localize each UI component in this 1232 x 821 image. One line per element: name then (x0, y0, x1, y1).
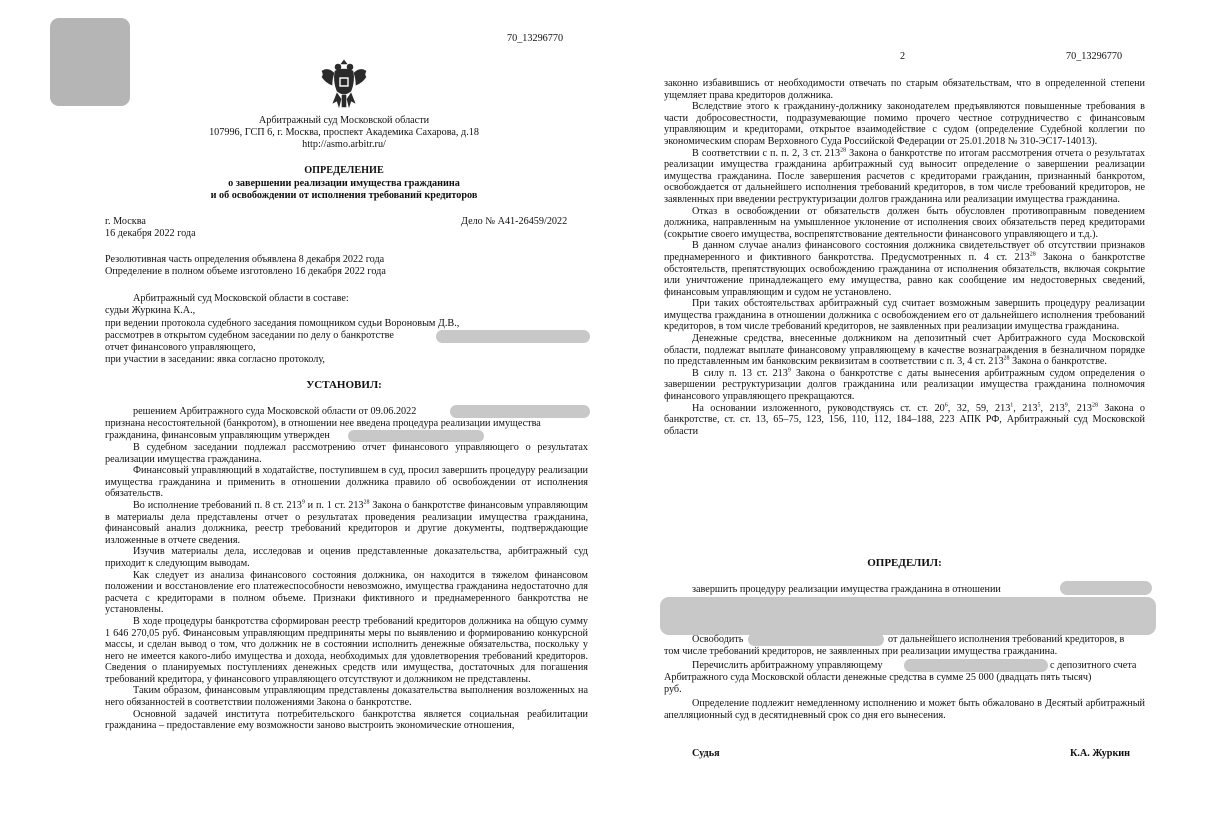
composition-line-6: при участии в заседании: явка согласно протоколу, (105, 354, 325, 365)
redacted-manager-name (348, 430, 484, 442)
paragraph-6: Как следует из анализа финансового состояния должника, он находится в тяжелом финансовом положении и восстановление его платежеспособности невозможно, имущества гражданина недостаточно для расчета с кредиторами в полном объеме. Признаки фиктивного и преднамеренного банкротства не установлены. (105, 569, 588, 616)
case-code: 70_13296770 (507, 33, 564, 44)
paragraph-7: В ходе процедуры банкротства сформирован реестр требований кредиторов должника на общую сумму 1 646 270,05 руб. Финансовым управляющим предприняты меры по выявлению и формированию конкурсной массы, и сделан вывод о том, что должник не в состоянии исполнить денежные обязательства, поскольку у него не имеется какого-либо имущества и дохода, необходимых для удовлетворения требований кредиторов. Сведения о планируемых поступлениях денежных средств или имущества, достаточных для погашения требований кредитора, у финансового управляющего отсутствуют и должником не представлены. (105, 615, 588, 685)
redacted-debtor-details (660, 597, 1156, 635)
paragraph-3: В соответствии с п. п. 2, 3 ст. $213^{28}$ Закона о банкротстве по итогам рассмотрения отчета о результатах реализации имущества гражданина арбитражный суд выносит определение о завершении реализации имущества гражданина. После завершения расчетов с кредиторами гражданин, признанный банкротом, освобождается от дальнейшего исполнения требований кредиторов, в том числе требований кредиторов, не заявленных при введении реструктуризации долгов гражданина или реализации имущества гражданина. (664, 147, 1145, 205)
redacted-debtor-name (748, 633, 884, 646)
decision-3-start: Перечислить арбитражному управляющему (692, 660, 883, 671)
decision-2-line-2: том числе требований кредиторов, не заявленных при реализации имущества гражданина. (664, 646, 1058, 657)
redacted-debtor-name (436, 330, 590, 343)
decision-4-block (664, 698, 1145, 721)
paragraph-5: Изучив материалы дела, исследовав и оценив представленные доказательства, арбитражный суд приходит к следующим выводам. (105, 546, 588, 569)
decision-3-line-2: Арбитражного суда Московской области денежные средства в сумме 25 000 (двадцать пять тысяч) (664, 672, 1092, 683)
para-1-line-2: признана несостоятельной (банкротом), в отношении нее введена процедура реализации имущества (105, 418, 541, 429)
paragraph-8: В силу п. 13 ст. $213^9$ Закона о банкротстве с даты вынесения арбитражным судом определения о завершении реструктуризации долгов гражданина или реализации имущества гражданина полномочия финансового управляющего прекращаются. (664, 367, 1145, 403)
paragraph-9: Основной задачей института потребительского банкротства является социальная реабилитации гражданина – предоставление ему возможности заново выстроить экономические отношения, (105, 708, 588, 732)
redacted-debtor-name (450, 405, 590, 418)
paragraph-2: В судебном заседании подлежал рассмотрению отчет финансового управляющего о результатах реализации имущества гражданина. (105, 442, 588, 465)
composition-line-2: судьи Журкина К.А., (105, 305, 196, 316)
court-site-link[interactable]: http://asmo.arbitr.ru/ (302, 139, 386, 150)
composition-line-3: при ведении протокола судебного заседания помощником судьи Вороновым Д.В., (105, 318, 460, 329)
decision-4: Определение подлежит немедленному исполнению и может быть обжаловано в Десятый арбитражный апелляционный суд в десятидневный срок со дня его вынесения. (664, 698, 1145, 721)
document-page-2 (620, 0, 1232, 821)
city: г. Москва (105, 216, 146, 227)
decision-3-end: с депозитного счета (1050, 660, 1137, 671)
redacted-manager-name (904, 659, 1048, 672)
decided-heading: ОПРЕДЕЛИЛ: (867, 557, 942, 569)
para-1-line-1: решением Арбитражного суда Московской области от 09.06.2022 (133, 406, 417, 417)
paragraph-4: Отказ в освобождении от обязательств должен быть обусловлен противоправным поведением должника, направленным на умышленное уклонение от исполнения своих обязательств перед кредиторами (сокрытие своего имущества, воспрепятствование деятельности финансового управляющего и т.д.). (664, 205, 1145, 240)
redacted-qr-code (50, 18, 130, 106)
paragraph-1: законно избавившись от необходимости отвечать по старым обязательствам, что в определенной степени ущемляет права кредиторов должника. (664, 78, 1145, 101)
composition-line-1: Арбитражный суд Московской области в составе: (133, 293, 349, 304)
redacted-debtor-name (1060, 581, 1152, 595)
composition-line-5: отчет финансового управляющего, (105, 342, 256, 353)
doc-subtitle-2: и об освобождении от исполнения требований кредиторов (210, 190, 478, 201)
body-text-page-1 (105, 442, 588, 732)
doc-subtitle-1: о завершении реализации имущества гражданина (228, 178, 460, 189)
paragraph-8: Таким образом, финансовым управляющим представлены доказательства выполнения возложенных на него обязанностей в соответствии положениями Закона о банкротстве. (105, 685, 588, 709)
judge-name: К.А. Журкин (1070, 748, 1131, 759)
paragraph-3: Финансовый управляющий в ходатайстве, поступившем в суд, просил завершить процедуру реализации имущества гражданина и применить в отношении должника правило об освобождении от исполнения обязательств. (105, 465, 588, 500)
decision-1: завершить процедуру реализации имущества гражданина в отношении (692, 584, 1001, 595)
announce-line-1: Резолютивная часть определения объявлена 8 декабря 2022 года (105, 254, 385, 265)
established-heading: УСТАНОВИЛ: (306, 379, 382, 391)
paragraph-9: На основании изложенного, руководствуясь ст. ст. $20^6$, 32, 59, $213^1$, $213^5$, $213^9$, $213^{28}$ Закона о банкротстве, ст. ст. 13, 65–75, 123, 156, 110, 112, 184–188, 223 АПК РФ, Арбитражный суд Московской области (664, 402, 1146, 437)
court-name: Арбитражный суд Московской области (258, 115, 430, 126)
paragraph-5: В данном случае анализ финансового состояния должника свидетельствует об отсутствии признаков преднамеренного и фиктивного банкротства. Предусмотренных п. 4 ст. $213^{28}$ Закона о банкротстве обстоятельств, препятствующих освобождению гражданина от исполнения обязательств, включая сокрытие или уничтожение принадлежащего ему имущества, равно как сообщение им недостоверных сведений, финансовым управляющим и судом не установлено. (664, 240, 1145, 298)
paragraph-6: При таких обстоятельствах арбитражный суд считает возможным завершить процедуру реализации имущества гражданина в отношении должника с освобождением его от дальнейшего исполнения требований кредиторов, в том числе требований кредиторов, не заявленных при реализации имущества гражданина. (664, 298, 1145, 333)
paragraph-4: Во исполнение требований п. 8 ст. $213^9$ и п. 1 ст. $213^{28}$ Закона о банкротстве финансовым управляющим в материалы дела представлены отчет о результатах проведения реализации имущества гражданина, финансовый анализ должника, реестр требований кредиторов и другие документы, подтверждающие изложенные в отчете сведения. (105, 499, 588, 546)
announce-line-2: Определение в полном объеме изготовлено 16 декабря 2022 года (105, 266, 386, 277)
body-text-page-2 (664, 78, 1145, 437)
case-number: Дело № А41-26459/2022 (461, 216, 568, 227)
court-address: 107996, ГСП 6, г. Москва, проспект Академика Сахарова, д.18 (209, 127, 479, 138)
doc-date: 16 декабря 2022 года (105, 228, 196, 239)
page-number: 2 (900, 51, 906, 62)
paragraph-2: Вследствие этого к гражданину-должнику законодателем предъявляются повышенные требования в части добросовестности, подразумевающие помимо прочего честное сотрудничество с финансовым управляющим и кредиторами, открытое взаимодействие с судом (определение Судебной коллегии по экономическим спорам Верховного Суда Российской Федерации от 25.01.2018 № 310-ЭС17-14013). (664, 101, 1145, 147)
decision-2-start: Освободить (692, 634, 744, 645)
decision-2-end: от дальнейшего исполнения требований кредиторов, в (888, 634, 1125, 645)
coat-of-arms-icon (318, 57, 370, 113)
decision-3-line-3: руб. (664, 684, 682, 695)
case-code: 70_13296770 (1066, 51, 1123, 62)
composition-line-4: рассмотрев в открытом судебном заседании по делу о банкротстве (105, 330, 394, 341)
doc-title: ОПРЕДЕЛЕНИЕ (304, 165, 384, 176)
judge-label: Судья (692, 748, 720, 759)
para-1-line-3: гражданина, финансовым управляющим утвержден (105, 430, 330, 441)
paragraph-7: Денежные средства, внесенные должником на депозитный счет Арбитражного суда Московской области, подлежат выплате финансовому управляющему в качестве вознаграждения в безналичном порядке по представленным им банковским реквизитам в соответствии с п. 3, 4 ст. $213^{28}$ Закона о банкротстве. (664, 333, 1145, 368)
